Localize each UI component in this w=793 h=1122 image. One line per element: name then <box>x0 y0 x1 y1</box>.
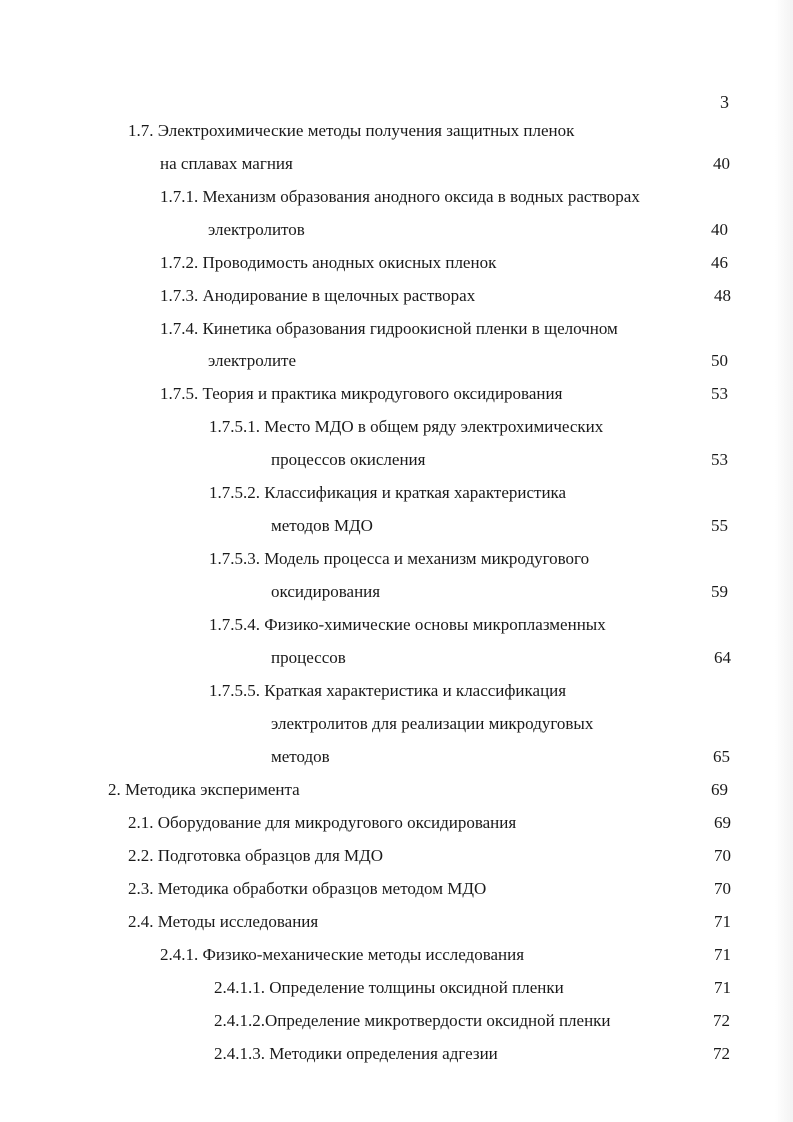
toc-entry-number: 1.7.1. <box>160 187 199 206</box>
toc-entry-page: 72 <box>713 1011 730 1030</box>
toc-entry-page: 48 <box>714 286 731 305</box>
toc-entry <box>209 417 603 437</box>
toc-entry-title: Методы исследования <box>157 912 319 931</box>
toc-entry-continuation <box>271 516 373 536</box>
toc-entry-number: 1.7.5. <box>160 384 199 403</box>
toc-entry-title: Методики определения адгезии <box>269 1044 498 1063</box>
page-number: 3 <box>720 92 729 112</box>
toc-entry-title: Физико-механические методы исследования <box>202 945 525 964</box>
toc-entry-number: 2.4.1. <box>160 945 199 964</box>
toc-entry-title: на сплавах магния <box>160 154 293 173</box>
toc-entry-page: 72 <box>713 1044 730 1063</box>
toc-entry-title: Методика обработки образцов методом МДО <box>157 879 487 898</box>
toc-entry-number: 2.4.1.1. <box>214 978 265 997</box>
toc-entry-title: процессов окисления <box>271 450 426 469</box>
toc-entry-continuation <box>271 714 593 734</box>
toc-entry-number: 2.4.1.3. <box>214 1044 265 1063</box>
toc-entry-continuation <box>271 582 380 602</box>
toc-entry <box>128 813 516 833</box>
toc-entry-number: 2.4. <box>128 912 154 931</box>
toc-entry-title: электролитов <box>208 220 305 239</box>
toc-entry-page: 40 <box>711 220 728 239</box>
toc-entry-continuation <box>160 154 293 174</box>
toc-entry-page: 53 <box>711 384 728 403</box>
toc-entry-continuation <box>208 220 305 240</box>
toc-entry-number: 1.7.3. <box>160 286 199 305</box>
toc-entry-page: 71 <box>714 912 731 931</box>
toc-entry <box>128 121 574 141</box>
toc-entry-title: электролитов для реализации микродуговых <box>271 714 594 733</box>
toc-entry-page: 71 <box>714 978 731 997</box>
toc-entry <box>108 780 300 800</box>
toc-entry <box>209 615 606 635</box>
toc-entry <box>128 846 383 866</box>
toc-entry-page: 70 <box>714 846 731 865</box>
toc-entry-number: 2.4.1.2. <box>214 1011 265 1030</box>
toc-entry-number: 2.1. <box>128 813 154 832</box>
toc-entry-number: 2.3. <box>128 879 154 898</box>
toc-entry-title: Подготовка образцов для МДО <box>157 846 384 865</box>
toc-entry-page: 46 <box>711 253 728 272</box>
toc-entry-title: Модель процесса и механизм микродугового <box>264 549 590 568</box>
toc-entry-title: Анодирование в щелочных растворах <box>202 286 476 305</box>
toc-entry-title: Краткая характеристика и классификация <box>264 681 567 700</box>
toc-entry-title: процессов <box>271 648 346 667</box>
toc-entry <box>214 978 564 998</box>
toc-entry-title: Классификация и краткая характеристика <box>264 483 567 502</box>
toc-entry-number: 2.2. <box>128 846 154 865</box>
toc-entry-title: Физико-химические основы микроплазменных <box>264 615 606 634</box>
toc-entry-continuation <box>271 450 425 470</box>
toc-entry <box>160 319 618 339</box>
toc-entry <box>209 681 566 701</box>
toc-entry-number: 1.7.2. <box>160 253 199 272</box>
toc-entry <box>214 1044 498 1064</box>
toc-entry-page: 64 <box>714 648 731 667</box>
toc-entry-page: 50 <box>711 351 728 370</box>
toc-entry <box>160 253 496 273</box>
toc-entry-title: Теория и практика микродугового оксидирования <box>202 384 563 403</box>
toc-entry-page: 70 <box>714 879 731 898</box>
toc-entry-page: 55 <box>711 516 728 535</box>
toc-entry-page: 40 <box>713 154 730 173</box>
toc-entry-page: 69 <box>714 813 731 832</box>
toc-entry <box>160 286 475 306</box>
toc-entry-title: Электрохимические методы получения защитных пленок <box>157 121 575 140</box>
toc-entry-title: методов <box>271 747 330 766</box>
toc-entry-title: электролите <box>208 351 297 370</box>
toc-entry-number: 1.7. <box>128 121 154 140</box>
toc-entry <box>160 384 562 404</box>
toc-entry-number: 2. <box>108 780 121 799</box>
toc-entry-page: 71 <box>714 945 731 964</box>
toc-entry-continuation <box>271 747 330 767</box>
toc-entry-title: методов МДО <box>271 516 373 535</box>
toc-entry <box>209 483 566 503</box>
toc-entry-continuation <box>208 351 296 371</box>
toc-entry-title: Механизм образования анодного оксида в водных растворах <box>202 187 640 206</box>
toc-entry-title: Определение толщины оксидной пленки <box>269 978 564 997</box>
scan-edge-shading <box>775 0 793 1122</box>
toc-entry-title: Кинетика образования гидроокисной пленки в щелочном <box>202 319 618 338</box>
toc-entry-number: 1.7.5.3. <box>209 549 260 568</box>
toc-entry-number: 1.7.5.2. <box>209 483 260 502</box>
toc-entry-title: оксидирования <box>271 582 381 601</box>
toc-entry-number: 1.7.5.5. <box>209 681 260 700</box>
toc-entry-title: Оборудование для микродугового оксидирования <box>157 813 517 832</box>
toc-entry-page: 53 <box>711 450 728 469</box>
toc-entry-page: 69 <box>711 780 728 799</box>
toc-entry <box>214 1011 611 1031</box>
toc-entry-title: Определение микротвердости оксидной пленки <box>265 1011 611 1030</box>
toc-entry-title: Проводимость анодных окисных пленок <box>202 253 497 272</box>
toc-entry-title: Место МДО в общем ряду электрохимических <box>264 417 604 436</box>
toc-entry-number: 1.7.4. <box>160 319 199 338</box>
toc-entry-continuation <box>271 648 346 668</box>
toc-entry <box>128 879 486 899</box>
toc-entry <box>128 912 318 932</box>
toc-entry-page: 59 <box>711 582 728 601</box>
toc-entry-number: 1.7.5.1. <box>209 417 260 436</box>
toc-entry-title: Методика эксперимента <box>125 780 300 799</box>
toc-entry-page: 65 <box>713 747 730 766</box>
toc-entry <box>160 945 524 965</box>
toc-entry <box>160 187 640 207</box>
toc-entry <box>209 549 589 569</box>
toc-entry-number: 1.7.5.4. <box>209 615 260 634</box>
